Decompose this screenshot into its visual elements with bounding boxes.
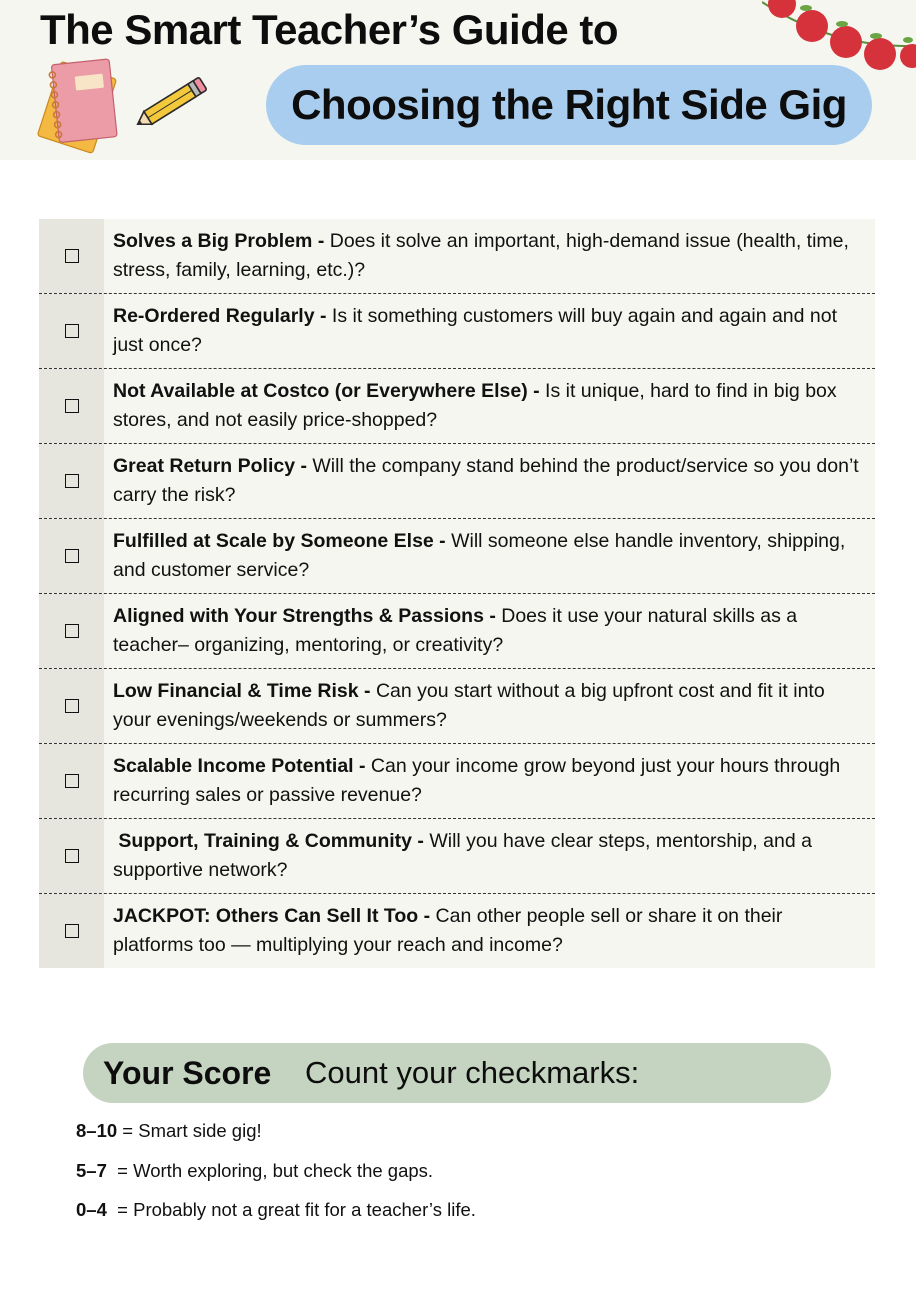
- checklist-item-title: Low Financial & Time Risk -: [113, 680, 371, 702]
- score-banner: [83, 1043, 831, 1103]
- checkbox[interactable]: [65, 924, 79, 938]
- checklist-row: [39, 518, 875, 593]
- checklist-item-title: JACKPOT: Others Can Sell It Too -: [113, 905, 431, 927]
- checklist-item-title: Support, Training & Community -: [113, 830, 424, 852]
- checklist-row: [39, 293, 875, 368]
- checkbox[interactable]: [65, 399, 79, 413]
- checklist-item-description: Will the company stand behind the product/service so you don’t carry the risk?: [113, 455, 859, 506]
- checklist-row: [39, 818, 875, 893]
- score-description: = Probably not a great fit for a teacher’s life.: [106, 1199, 476, 1220]
- checklist-item-description: Is it something customers will buy again and again and not just once?: [113, 305, 838, 356]
- score-description: = Smart side gig!: [117, 1120, 262, 1141]
- header: [0, 0, 916, 160]
- checkbox[interactable]: [65, 849, 79, 863]
- checklist-item-title: Scalable Income Potential -: [113, 755, 366, 777]
- score-item: [76, 1199, 476, 1221]
- checklist-row: [39, 743, 875, 818]
- notebooks-icon: [26, 52, 138, 164]
- checkbox-column: [39, 519, 104, 593]
- checklist-item-title: Aligned with Your Strengths & Passions -: [113, 605, 496, 627]
- checklist-item-text: [104, 669, 875, 743]
- score-item: [76, 1160, 433, 1182]
- score-item: [76, 1120, 262, 1142]
- score-label: Your Score: [103, 1055, 272, 1091]
- score-range: 8–10: [76, 1120, 118, 1141]
- checkbox-column: [39, 894, 104, 968]
- score-range: 5–7: [76, 1160, 107, 1181]
- checkbox-column: [39, 294, 104, 368]
- score-subtitle: Count your checkmarks:: [305, 1055, 640, 1090]
- checklist-item-description: Is it unique, hard to find in big box stores, and not easily price-shopped?: [113, 380, 837, 431]
- checklist-item-description: Does it use your natural skills as a teacher– organizing, mentoring, or creativity?: [113, 605, 798, 656]
- checklist-item-title: Fulfilled at Scale by Someone Else -: [113, 530, 446, 552]
- checklist-row: [39, 219, 875, 293]
- checklist-item-description: Will someone else handle inventory, shipping, and customer service?: [113, 530, 846, 581]
- score-range: 0–4: [76, 1199, 107, 1220]
- checklist-item-text: [104, 519, 875, 593]
- checklist-item-description: Can you start without a big upfront cost and fit it into your evenings/weekends or summers?: [113, 680, 825, 731]
- checkbox[interactable]: [65, 474, 79, 488]
- checklist-item-text: [104, 594, 875, 668]
- checkbox-column: [39, 219, 104, 293]
- checklist-item-text: [104, 369, 875, 443]
- checklist-item-description: Does it solve an important, high-demand issue (health, time, stress, family, learning, etc.)?: [113, 230, 849, 281]
- checklist-item-text: [104, 294, 875, 368]
- title-line-1: The Smart Teacher’s Guide to: [40, 6, 619, 53]
- checklist-item-title: Great Return Policy -: [113, 455, 307, 477]
- pencil-icon: [130, 74, 212, 134]
- subtitle-pill: [266, 65, 872, 145]
- score-description: = Worth exploring, but check the gaps.: [106, 1160, 434, 1181]
- checklist-item-title: Not Available at Costco (or Everywhere Else) -: [113, 380, 540, 402]
- checklist-row: [39, 593, 875, 668]
- checklist-item-description: Can other people sell or share it on their platforms too — multiplying your reach and income?: [113, 905, 783, 956]
- checkbox-column: [39, 369, 104, 443]
- checkbox-column: [39, 669, 104, 743]
- checkbox-column: [39, 594, 104, 668]
- checkbox-column: [39, 744, 104, 818]
- checkbox[interactable]: [65, 324, 79, 338]
- checklist-row: [39, 668, 875, 743]
- checklist-item-text: [104, 894, 875, 968]
- checklist-item-text: [104, 819, 875, 893]
- checkbox-column: [39, 444, 104, 518]
- checklist-row: [39, 893, 875, 968]
- checkbox[interactable]: [65, 549, 79, 563]
- checklist-item-title: Re-Ordered Regularly -: [113, 305, 327, 327]
- checkbox[interactable]: [65, 249, 79, 263]
- checklist-row: [39, 368, 875, 443]
- checklist-item-description: Can your income grow beyond just your hours through recurring sales or passive revenue?: [113, 755, 841, 806]
- title-line-2: Choosing the Right Side Gig: [291, 81, 847, 128]
- checklist-item-title: Solves a Big Problem -: [113, 230, 325, 252]
- checklist-item-description: Will you have clear steps, mentorship, and a supportive network?: [113, 830, 812, 881]
- checkbox[interactable]: [65, 699, 79, 713]
- checklist: [39, 219, 875, 968]
- checkbox[interactable]: [65, 774, 79, 788]
- checkbox[interactable]: [65, 624, 79, 638]
- checklist-row: [39, 443, 875, 518]
- checkbox-column: [39, 819, 104, 893]
- checklist-item-text: [104, 219, 875, 293]
- checklist-item-text: [104, 444, 875, 518]
- checklist-item-text: [104, 744, 875, 818]
